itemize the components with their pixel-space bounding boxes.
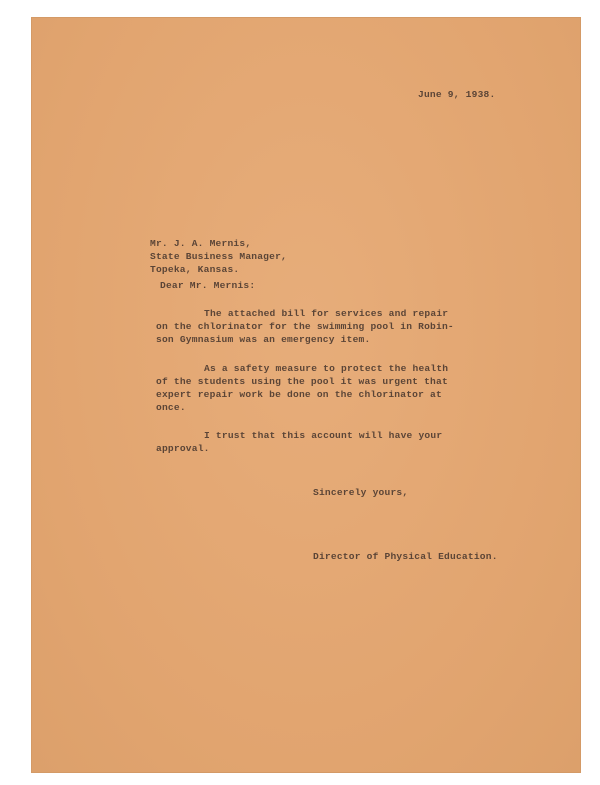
signature-title: Director of Physical Education. xyxy=(313,551,498,562)
closing: Sincerely yours, xyxy=(313,487,409,498)
address-line-title: State Business Manager, xyxy=(150,251,288,262)
paragraph2-line1: As a safety measure to protect the health xyxy=(204,363,449,374)
paragraph3-line1: I trust that this account will have your xyxy=(204,430,443,441)
salutation: Dear Mr. Mernis: xyxy=(160,280,256,291)
paragraph2-line4: once. xyxy=(156,402,186,413)
paragraph1-line1: The attached bill for services and repair xyxy=(204,308,449,319)
paragraph3-line2: approval. xyxy=(156,443,210,454)
paragraph2-line2: of the students using the pool it was urgent that xyxy=(156,376,448,387)
paragraph1-line2: on the chlorinator for the swimming pool in Robin- xyxy=(156,321,454,332)
letter-page xyxy=(32,18,580,772)
letter-date: June 9, 1938. xyxy=(418,89,496,100)
paragraph1-line3: son Gymnasium was an emergency item. xyxy=(156,334,371,345)
address-line-name: Mr. J. A. Mernis, xyxy=(150,238,252,249)
paragraph2-line3: expert repair work be done on the chlorinator at xyxy=(156,389,442,400)
address-line-city: Topeka, Kansas. xyxy=(150,264,240,275)
